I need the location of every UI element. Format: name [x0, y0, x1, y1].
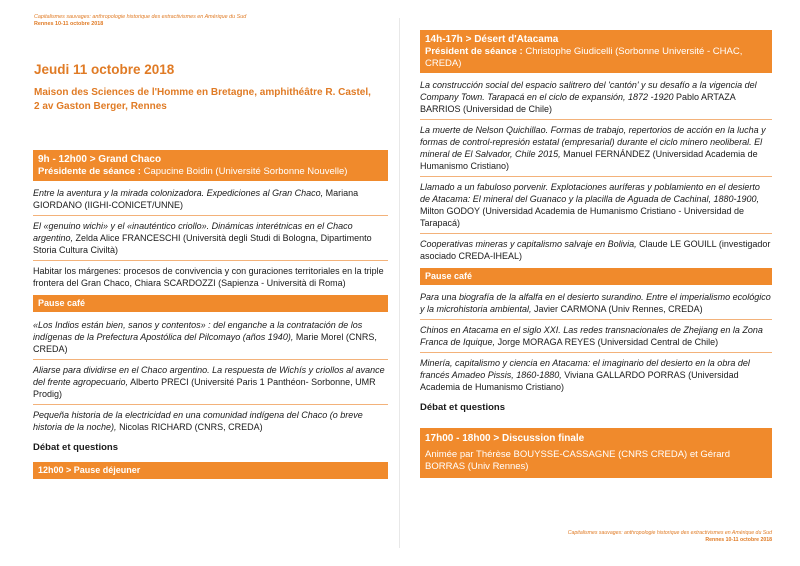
final-discussion-block: [420, 428, 772, 478]
session-grand-chaco-header: [33, 150, 388, 181]
session-grand-chaco-talks-2: [33, 312, 388, 437]
pause-cafe-bar: Pause café: [420, 268, 772, 285]
session-atacama-talks-2: [420, 285, 772, 397]
talk-authors: Pablo ARTAZA BARRIOS (Universidad de Chile): [420, 92, 736, 114]
talk-authors: Habitar los márgenes: procesos de convivencia y con guraciones territoriales en la triple frontera del Gran Chaco, Chiara SCARDOZZI (Sapienza - Università di Roma): [33, 266, 384, 288]
footer-dates: Rennes 10-11 octobre 2018: [705, 537, 772, 543]
session-chair: [420, 46, 772, 70]
talk-title: El «genuino wichi» y el «inauténtico criollo». Dinámicas interétnicas en el Chaco argentino,: [33, 221, 353, 243]
talk-authors: Javier CARMONA (Univ Rennes, CREDA): [531, 304, 703, 314]
chair-name: Christophe Giudicelli (Sorbonne Université - CHAC, CREDA): [425, 46, 743, 69]
talk-authors: Mariana GIORDANO (IIGHI-CONICET/UNNE): [33, 188, 359, 210]
chair-label: Présidente de séance :: [38, 166, 141, 177]
lunch-bar: 12h00 > Pause déjeuner: [33, 462, 388, 479]
talk-item: [420, 353, 772, 397]
talk-title: La muerte de Nelson Quichillao. Formas de trabajo, repertorios de acción en la lucha y formas de control-represión estatal (empresarial) durante el ciclo minero neoliberal. El mineral de El Salvador, Chile 2015,: [420, 125, 766, 159]
talk-item: [33, 216, 388, 261]
talk-item: [33, 183, 388, 216]
chair-name: Capucine Boidin (Université Sorbonne Nouvelle): [140, 166, 348, 177]
final-text: Animée par Thérèse BOUYSSE-CASSAGNE (CNRS CREDA) et Gérard BORRAS (Univ Rennes): [425, 449, 730, 472]
talk-item: [420, 234, 772, 266]
talk-title: «Los Indios están bien, sanos y contentos» : del enganche a la contratación de los indígenas de la Prefectura Apostólica del Pilcomayo (años 1940),: [33, 320, 363, 342]
talk-item: [33, 261, 388, 293]
talk-authors: Jorge MORAGA REYES (Universidad Central de Chile): [495, 337, 719, 347]
header-series-text: Capitalismes sauvages: anthropologie historique des extractivismes en Amérique du Sud: [34, 14, 247, 20]
debat-questions: Débat et questions: [420, 402, 505, 413]
talk-item: [420, 75, 772, 120]
talk-title: La construcción social del espacio salitrero del 'cantón' y su desafío a la vigencia del Company Town. Tarapacá en el ciclo de expansión, 1872 -1920: [420, 80, 757, 102]
footer-series: [500, 530, 772, 544]
day-title: Jeudi 11 octobre 2018: [34, 62, 175, 77]
talk-title: Pequeña historia de la electricidad en una comunidad indígena del Chaco (o breve historia de la noche),: [33, 410, 363, 432]
session-grand-chaco-talks: [33, 181, 388, 293]
talk-item: [33, 360, 388, 405]
header-dates: Rennes 10-11 octobre 2018: [34, 21, 104, 27]
pause-cafe-bar: Pause café: [33, 295, 388, 312]
talk-item: [33, 405, 388, 437]
session-atacama-talks: [420, 73, 772, 266]
session-chair: [33, 166, 388, 178]
talk-title: Para una biografía de la alfalfa en el desierto surandino. Entre el imperialismo ecológico y la microhistoria ambiental,: [420, 292, 771, 314]
talk-title: Aliarse para dividirse en el Chaco argentino. La respuesta de Wichís y criollos al avance del frente agropecuario,: [33, 365, 385, 387]
talk-item: [420, 320, 772, 353]
final-title: 17h00 - 18h00 > Discussion finale: [425, 433, 585, 444]
left-column: [33, 150, 388, 479]
debat-questions: Débat et questions: [33, 442, 118, 453]
talk-authors: Zelda Alice FRANCESCHI (Università degli Studi di Bologna, Dipartimento Storia Cultura Civiltà): [33, 233, 372, 255]
column-divider: [399, 18, 400, 548]
talk-authors: Nicolas RICHARD (CNRS, CREDA): [116, 422, 263, 432]
talk-authors: Viviana GALLARDO PORRAS (Universidad Academia de Humanismo Cristiano): [420, 370, 739, 392]
right-column: [420, 30, 772, 478]
talk-authors: Alberto PRECI (Université Paris 1 Panthéon- Sorbonne, UMR Prodig): [33, 377, 376, 399]
talk-title: Entre la aventura y la mirada colonizadora. Expediciones al Gran Chaco,: [33, 188, 324, 198]
talk-authors: Marie Morel (CNRS, CREDA): [33, 332, 377, 354]
talk-title: Minería, capitalismo y ciencia en Atacama: el imaginario del desierto en la obra del francés Amadeo Pissis, 1860-1880,: [420, 358, 750, 380]
talk-authors: Milton GODOY (Universidad Academia de Humanismo Cristiano - Universidad de Tarapacá): [420, 206, 744, 228]
talk-title: Llamado a un fabuloso porvenir. Explotaciones auríferas y poblamiento en el desierto de Atacama: El mineral del Guanaco y la placilla de Aguada de Cachinal, 1880-1900,: [420, 182, 760, 204]
footer-series-text: Capitalismes sauvages: anthropologie historique des extractivismes en Amérique du Sud: [567, 530, 772, 536]
talk-title: Chinos en Atacama en el siglo XXI. Las redes transnacionales de Zhejiang en la Zona Franca de Iquique,: [420, 325, 763, 347]
talk-item: [420, 177, 772, 234]
talk-item: [420, 120, 772, 177]
talk-authors: Manuel FERNÁNDEZ (Universidad Academia de Humanismo Cristiano): [420, 149, 758, 171]
chair-label: Président de séance :: [425, 46, 523, 57]
talk-title: Cooperativas mineras y capitalismo salvaje en Bolivia,: [420, 239, 637, 249]
header-series: [34, 14, 334, 28]
session-title: 14h-17h > Désert d'Atacama: [425, 34, 559, 45]
talk-authors: Claude LE GOUILL (investigador asociado CREDA-IHEAL): [420, 239, 771, 261]
talk-item: [420, 287, 772, 320]
venue: Maison des Sciences de l'Homme en Bretagne, amphithéâtre R. Castel, 2 av Gaston Berger, Rennes: [34, 87, 371, 112]
talk-item: [33, 315, 388, 360]
session-title: 9h - 12h00 > Grand Chaco: [38, 154, 162, 165]
session-atacama-header: [420, 30, 772, 73]
